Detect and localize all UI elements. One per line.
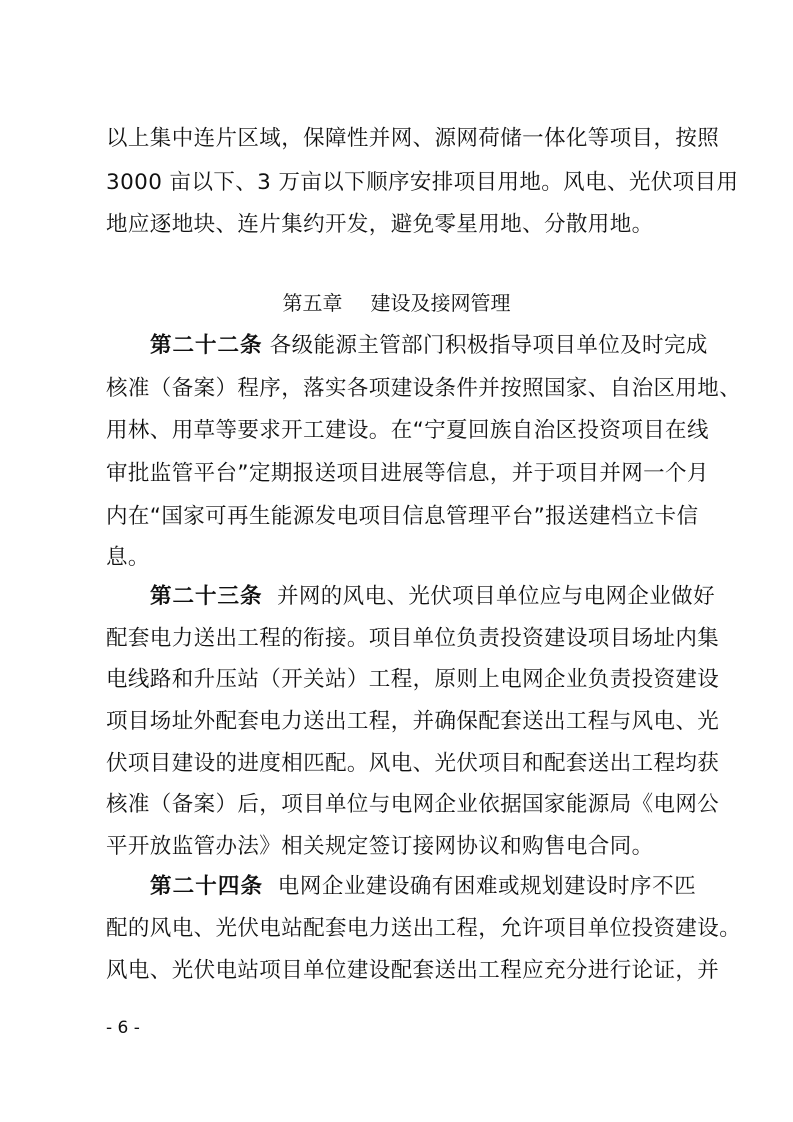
chapter-title: 建设及接网管理 [370, 291, 511, 315]
paragraph-line: 内在“国家可再生能源发电项目信息管理平台”报送建档立卡信 [106, 504, 699, 529]
chapter-number: 第五章 [282, 291, 343, 315]
article-label: 第二十三条 [150, 584, 263, 609]
article-23-first-line [150, 582, 715, 612]
article-24-first-line [150, 872, 696, 902]
paragraph-line: 核准（备案）后，项目单位与电网企业依据国家能源局《电网公 [106, 792, 720, 817]
paragraph-line: 3000 亩以下、3 万亩以下顺序安排项目用地。风电、光伏项目用 [106, 170, 739, 195]
article-text: 并网的风电、光伏项目单位应与电网企业做好 [276, 584, 715, 609]
article-text: 各级能源主管部门积极指导项目单位及时完成 [269, 333, 708, 358]
paragraph-line: 平开放监管办法》相关规定签订接网协议和购售电合同。 [106, 834, 654, 859]
chapter-heading [0, 288, 793, 318]
paragraph-line: 配的风电、光伏电站配套电力送出工程，允许项目单位投资建设。 [106, 916, 742, 941]
paragraph-line: 配套电力送出工程的衔接。项目单位负责投资建设项目场址内集 [106, 626, 720, 651]
page-number: - 6 - [106, 1018, 140, 1038]
paragraph-line: 核准（备案）程序，落实各项建设条件并按照国家、自治区用地、 [106, 376, 742, 401]
paragraph-line: 项目场址外配套电力送出工程，并确保配套送出工程与风电、光 [106, 709, 720, 734]
paragraph-line: 电线路和升压站（开关站）工程，原则上电网企业负责投资建设 [106, 667, 720, 692]
article-22-first-line [150, 331, 708, 361]
paragraph-line: 伏项目建设的进度相匹配。风电、光伏项目和配套送出工程均获 [106, 751, 720, 776]
paragraph-line: 以上集中连片区域，保障性并网、源网荷储一体化等项目，按照 [106, 126, 720, 151]
paragraph-line: 息。 [106, 545, 150, 570]
article-label: 第二十四条 [150, 874, 264, 899]
article-label: 第二十二条 [150, 333, 263, 358]
paragraph-line: 风电、光伏电站项目单位建设配套送出工程应充分进行论证，并 [106, 958, 720, 983]
paragraph-line: 地应逐地块、连片集约开发，避免零星用地、分散用地。 [106, 212, 654, 237]
paragraph-line: 用林、用草等要求开工建设。在“宁夏回族自治区投资项目在线 [106, 418, 709, 443]
paragraph-line: 审批监管平台”定期报送项目进展等信息，并于项目并网一个月 [106, 461, 709, 486]
article-text: 电网企业建设确有困难或规划建设时序不匹 [277, 874, 696, 899]
